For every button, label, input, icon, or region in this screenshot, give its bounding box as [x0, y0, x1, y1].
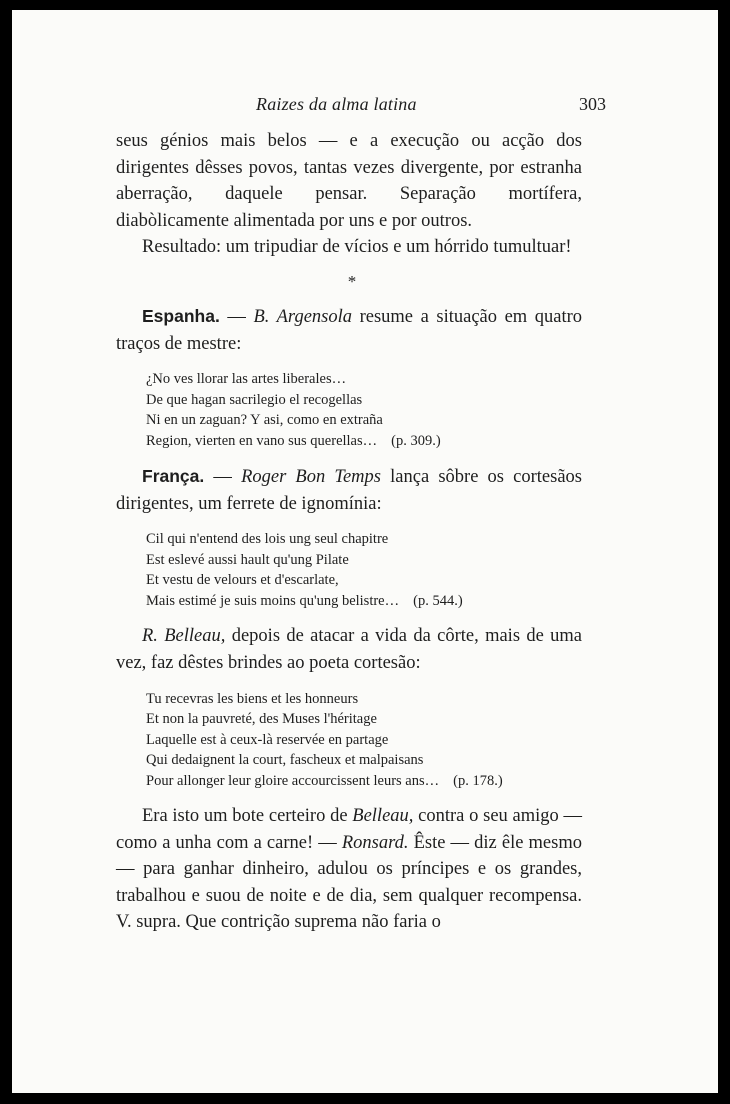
- espanha-citation: (p. 309.): [391, 432, 441, 449]
- verse-line: Ni en un zaguan? Y asi, como en extraña: [146, 412, 383, 429]
- franca-citation: (p. 544.): [413, 592, 463, 609]
- page-number: 303: [579, 94, 606, 114]
- verse-text: Region, vierten en vano sus querellas…: [146, 432, 378, 449]
- closing-paragraph: [116, 803, 582, 936]
- franca-text: lança sôbre os cortesãos dirigentes, um ferrete de ignomínia:: [116, 467, 582, 514]
- espanha-text: resume a situação em quatro traços de mestre:: [116, 306, 583, 354]
- franca-verse: [146, 529, 582, 611]
- espanha-title: Espanha.: [142, 305, 220, 326]
- verse-line: Laquelle est à ceux-là reservée en partage: [146, 731, 389, 748]
- closing-part2: contra o seu amigo — como a unha com a carne! —: [116, 806, 582, 853]
- belleau-author: R. Belleau,: [142, 626, 226, 647]
- verse-line-last: [146, 591, 582, 612]
- closing-part3: Êste — diz êle mesmo — para ganhar dinheiro, adulou os príncipes e os grandes, trabalhou e suou de noite e de dia, sem qualquer recompensa. V. supra. Que contrição suprema não faria o: [116, 832, 582, 933]
- espanha-dash: —: [219, 306, 254, 327]
- verse-line: ¿No ves llorar las artes liberales…: [146, 371, 347, 388]
- verse-line: Cil qui n'entend des lois ung seul chapitre: [146, 531, 389, 548]
- section-separator: *: [347, 271, 357, 291]
- verse-line: Qui dedaignent la court, fascheux et malpaisans: [146, 752, 424, 769]
- belleau-verse: [146, 689, 582, 792]
- verse-line: Et vestu de velours et d'escarlate,: [146, 572, 339, 589]
- espanha-verse: [146, 369, 582, 451]
- closing-name-ronsard: Ronsard.: [341, 832, 409, 853]
- franca-author: Roger Bon Temps: [241, 467, 381, 488]
- page-header: [12, 94, 718, 120]
- opening-paragraph: seus génios mais belos — e a execução ou acção dos dirigentes dêsses povos, tantas vezes divergente, por estranha aberração, daquele pensar. Separação mortífera, diabòlicamente alimentada por uns e por outros.: [116, 131, 582, 231]
- verse-line-last: [146, 431, 582, 452]
- franca-dash: —: [204, 467, 242, 488]
- verse-line-last: [146, 771, 582, 792]
- belleau-text: depois de atacar a vida da côrte, mais de uma vez, faz dêstes brindes ao poeta cortesão:: [116, 626, 582, 673]
- verse-text: Mais estimé je suis moins qu'ung belistre…: [146, 592, 400, 609]
- franca-paragraph: [116, 463, 582, 517]
- verse-line: Tu recevras les biens et les honneurs: [146, 690, 359, 707]
- franca-title: França.: [142, 466, 205, 487]
- verse-line: Est eslevé aussi hault qu'ung Pilate: [146, 551, 349, 568]
- verse-line: De que hagan sacrilegio el recogellas: [146, 391, 363, 408]
- book-page: [12, 10, 718, 1093]
- belleau-paragraph: [116, 623, 582, 676]
- closing-name-belleau: Belleau,: [352, 806, 414, 827]
- espanha-author: B. Argensola: [253, 306, 353, 327]
- result-paragraph: Resultado: um tripudiar de vícios e um hórrido tumultuar!: [142, 237, 572, 258]
- espanha-paragraph: [116, 303, 582, 357]
- closing-part1: Era isto um bote certeiro de: [142, 806, 353, 827]
- verse-text: Pour allonger leur gloire accourcissent leurs ans…: [146, 772, 440, 789]
- running-title: Raizes da alma latina: [256, 94, 417, 114]
- body-text: [116, 128, 582, 936]
- verse-line: Et non la pauvreté, des Muses l'héritage: [146, 711, 377, 728]
- belleau-citation: (p. 178.): [453, 772, 503, 789]
